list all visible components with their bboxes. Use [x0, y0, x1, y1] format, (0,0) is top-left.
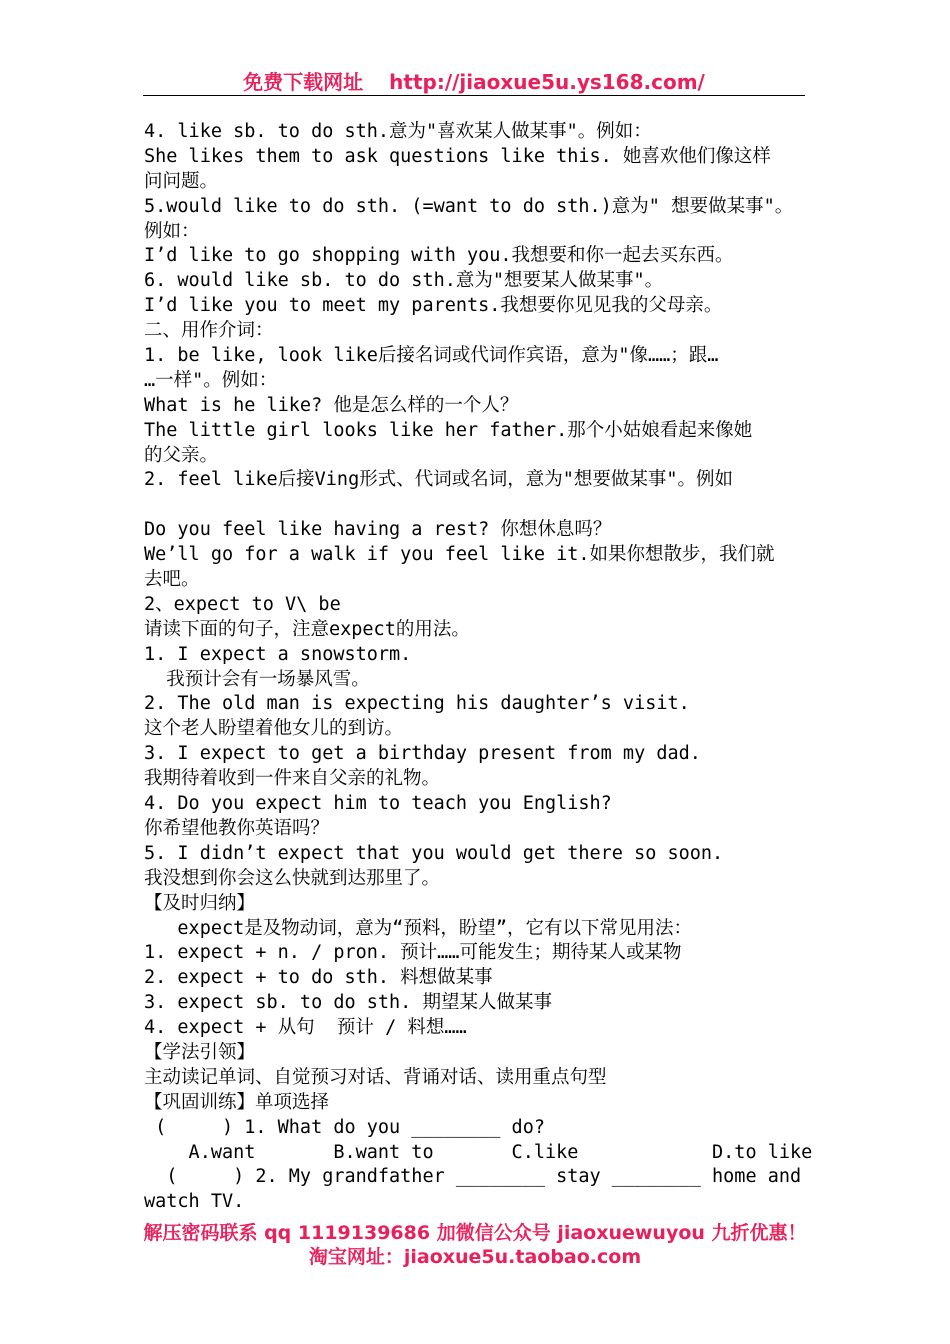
document-body [144, 120, 813, 1215]
exercise-options: A.want B.want to C.like D.to like [144, 1141, 813, 1163]
text-line: 请读下面的句子，注意expect的用法。 [144, 618, 470, 640]
example-translation: 你希望他教你英语吗？ [144, 817, 330, 839]
text-line: 6. would like sb. to do sth.意为"想要某人做某事"。 [144, 270, 664, 292]
text-line: 去吧。 [144, 569, 200, 591]
exercise-question: watch TV. [144, 1191, 245, 1213]
text-line: 的父亲。 [144, 444, 219, 466]
text-line: What is he like? 他是怎么样的一个人？ [144, 394, 519, 416]
example-sentence: 1. I expect a snowstorm. [144, 643, 412, 665]
example-sentence: 2. The old man is expecting his daughter’s visit. [144, 693, 690, 715]
section-heading: 2、expect to V\ be [144, 593, 341, 615]
text-line: 4. like sb. to do sth.意为"喜欢某人做某事"。例如： [144, 121, 652, 142]
text-line: I’d like to go shopping with you.我想要和你一起去买东西。 [144, 245, 734, 267]
footer-shop-url[interactable]: 淘宝网址：jiaoxue5u.taobao.com [308, 1246, 642, 1268]
usage-item: 2. expect + to do sth. 料想做某事 [144, 967, 493, 989]
header-label: 免费下载网址 [243, 70, 364, 94]
usage-item: 1. expect + n. / pron. 预计……可能发生；期待某人或某物 [144, 942, 682, 964]
example-sentence: 4. Do you expect him to teach you English? [144, 793, 612, 815]
exercise-question: ( ) 2. My grandfather ________ stay ________ home and [144, 1166, 802, 1188]
text-line: 2. feel like后接Ving形式、代词或名词，意为"想要做某事"。例如 [144, 469, 733, 491]
footer-contact: 解压密码联系 qq 1119139686 加微信公众号 jiaoxuewuyou 九折优惠！ [143, 1222, 807, 1244]
text-line: She likes them to ask questions like this. 她喜欢他们像这样 [144, 145, 771, 167]
section-heading: 【巩固训练】单项选择 [144, 1091, 330, 1113]
exercise-question: ( ) 1. What do you ________ do? [144, 1116, 545, 1138]
example-sentence: 5. I didn’t expect that you would get there so soon. [144, 842, 724, 864]
section-heading: 二、用作介词： [144, 320, 274, 342]
usage-item: 4. expect + 从句 预计 / 料想…… [144, 1017, 467, 1039]
page-header [143, 66, 805, 94]
blank-line [144, 493, 808, 518]
text-line: 1. be like, look like后接名词或代词作宾语，意为"像……；跟… [144, 345, 719, 367]
example-translation: 我期待着收到一件来自父亲的礼物。 [144, 768, 441, 790]
text-line: expect是及物动词，意为“预料，盼望”，它有以下常见用法： [144, 917, 693, 939]
header-divider [143, 95, 805, 96]
example-translation: 我预计会有一场暴风雪。 [144, 668, 370, 690]
text-line: 例如： [144, 220, 200, 242]
text-line: Do you feel like having a rest? 你想休息吗？ [144, 519, 612, 541]
example-sentence: 3. I expect to get a birthday present from my dad. [144, 743, 701, 765]
text-line: We’ll go for a walk if you feel like it.如果你想散步，我们就 [144, 544, 775, 566]
text-line: 5.would like to do sth. (=want to do sth.)意为" 想要做某事"。 [144, 195, 794, 217]
section-heading: 【及时归纳】 [144, 892, 256, 914]
text-line: 问问题。 [144, 170, 219, 192]
usage-item: 3. expect sb. to do sth. 期望某人做某事 [144, 992, 552, 1014]
text-line: The little girl looks like her father.那个小姑娘看起来像她 [144, 419, 753, 441]
text-line: …一样"。例如： [144, 369, 278, 391]
example-translation: 我没想到你会这么快就到达那里了。 [144, 867, 441, 889]
section-heading: 【学法引领】 [144, 1041, 256, 1063]
text-line: 主动读记单词、自觉预习对话、背诵对话、读用重点句型 [144, 1066, 607, 1088]
example-translation: 这个老人盼望着他女儿的到访。 [144, 718, 404, 740]
text-line: I’d like you to meet my parents.我想要你见见我的父母亲。 [144, 295, 723, 317]
header-url[interactable]: http://jiaoxue5u.ys168.com/ [389, 70, 705, 94]
